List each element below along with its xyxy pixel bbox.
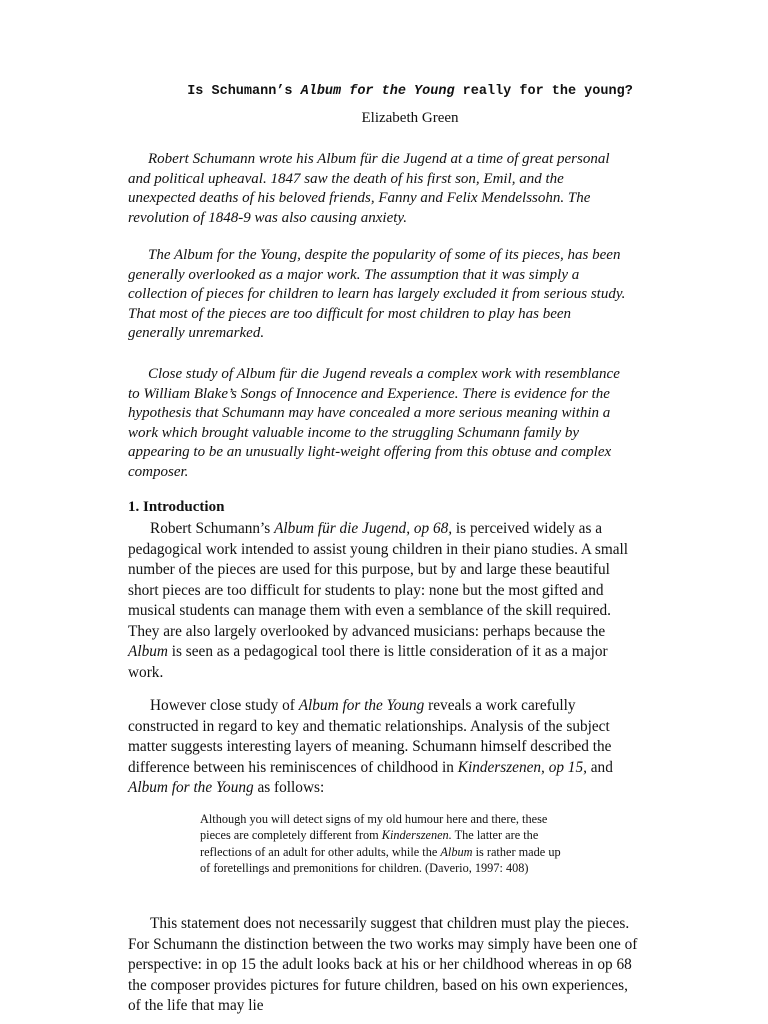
intro-paragraph-2: However close study of Album for the Young reveals a work carefully constructed in regard to key and thematic relationships. Analysis of the subject matter suggests interesting layers of meaning. Schumann himself described the difference between his reminiscences of childhood in Kinderszenen, op 15, and Album for the Young as follows: [128,697,613,796]
block-quote-daverio: Although you will detect signs of my old humour here and there, these pieces are completely different from Kinderszenen. The latter are the reflections of an adult for other adults, while the Album is rather made up of foretellings and premonitions for children. (Daverio, 1997: 408) [200,812,561,875]
intro-paragraph-3: This statement does not necessarily suggest that children must play the pieces. For Schumann the distinction between the two works may simply have been one of perspective: in op 15 the adult looks back at his or her childhood whereas in op 68 the composer provides pictures for future children, based on his own experiences, of the life that may lie [128,915,638,1014]
section-heading-introduction: 1. Introduction [128,499,225,515]
abstract-paragraph-3: Close study of Album für die Jugend reveals a complex work with resemblance to William Blake’s Songs of Innocence and Experience. There is evidence for the hypothesis that Schumann may have concealed a more serious meaning within a work which brought valuable income to the struggling Schumann family by appearing to be an unusually light-weight offering from this obtuse and complex composer. [128,366,620,480]
abstract-paragraph-2: The Album for the Young, despite the popularity of some of its pieces, has been generally overlooked as a major work. The assumption that it was simply a collection of pieces for children to learn has largely excluded it from serious study. That most of the pieces are too difficult for most children to play has been generally unremarked. [128,247,626,341]
author-name: Elizabeth Green [361,110,459,126]
abstract-paragraph-1: Robert Schumann wrote his Album für die Jugend at a time of great personal and political upheaval. 1847 saw the death of his first son, Emil, and the unexpected deaths of his beloved friends, Fanny and Felix Mendelssohn. The revolution of 1848-9 was also causing anxiety. [128,151,610,226]
document-title: Is Schumann’s Album for the Young really for the young? [187,84,633,100]
intro-paragraph-1: Robert Schumann’s Album für die Jugend, op 68, is perceived widely as a pedagogical work intended to assist young children in their piano studies. A small number of the pieces are used for this purpose, but by and large these beautiful short pieces are too difficult for students to play: none but the most gifted and musical students can manage them with even a semblance of the skill required. They are also largely overlooked by advanced musicians: perhaps because the Album is seen as a pedagogical tool there is little consideration of it as a major work. [128,520,629,681]
title-italic: Album for the Young [300,84,455,100]
